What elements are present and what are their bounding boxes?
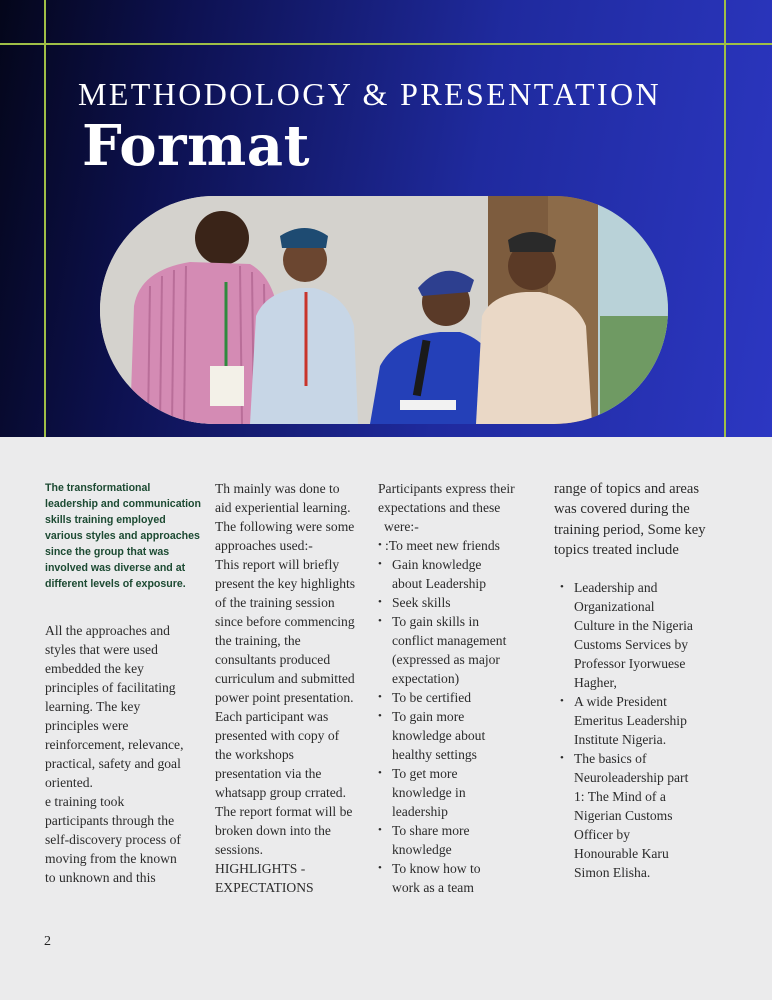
text-line: principles were <box>45 718 129 733</box>
text-line: knowledge <box>392 842 452 857</box>
text-line: • To know how to <box>392 861 481 876</box>
text-line: Nigerian Customs <box>574 808 673 824</box>
text-line: • To be certified <box>392 690 472 705</box>
text-line: topics treated include <box>554 541 679 558</box>
text-line: • To share more <box>392 823 470 838</box>
text-line: were:- <box>384 519 419 534</box>
text-line: • Gain knowledge <box>392 557 482 572</box>
text-line: participants through the <box>45 813 175 828</box>
text-line: moving from the known <box>45 851 177 866</box>
text-line: Institute Nigeria. <box>574 732 667 748</box>
list-item <box>378 593 548 612</box>
text-line: about Leadership <box>392 576 486 591</box>
text-line: Neuroleadership part <box>574 770 689 786</box>
text-line: the training, the <box>215 633 301 648</box>
text-line: aid experiential learning. <box>215 500 351 515</box>
text-line: work as a team <box>392 880 474 895</box>
text-line: Hagher, <box>574 675 617 691</box>
column-4 <box>554 479 734 882</box>
accent-line-left <box>44 0 46 437</box>
list-item <box>554 749 734 882</box>
text-line: leadership <box>392 804 448 819</box>
text-line: to unknown and this <box>45 870 156 885</box>
list-item <box>554 578 734 692</box>
accent-line-right <box>724 0 726 437</box>
group-photo <box>100 196 668 424</box>
list-item <box>378 821 548 859</box>
text-line: principles of facilitating <box>45 680 176 695</box>
column-2 <box>215 479 375 897</box>
text-line: (expressed as major <box>392 652 500 667</box>
text-line: 1: The Mind of a <box>574 789 666 805</box>
page-title: Format <box>82 113 310 179</box>
text-line: • :To meet new friends <box>385 538 500 553</box>
text-line: • A wide President <box>574 694 667 710</box>
text-line: embedded the key <box>45 661 144 676</box>
column-3 <box>378 479 548 897</box>
list-item <box>378 612 548 688</box>
text-line: healthy settings <box>392 747 477 762</box>
text-line: the workshops <box>215 747 294 762</box>
text-line: of the training session <box>215 595 335 610</box>
column-1 <box>45 479 205 887</box>
text-line: conflict management <box>392 633 507 648</box>
text-line: styles that were used <box>45 642 158 657</box>
text-line: self-discovery process of <box>45 832 181 847</box>
text-line: reinforcement, relevance, <box>45 737 184 752</box>
list-item <box>378 859 548 897</box>
expectations-list <box>378 536 548 897</box>
text-line: All the approaches and <box>45 623 170 638</box>
list-item <box>378 764 548 821</box>
text-line: Emeritus Leadership <box>574 713 687 729</box>
list-item <box>378 707 548 764</box>
text-line: The following were some <box>215 519 355 534</box>
text-line: Each participant was <box>215 709 329 724</box>
text-line: EXPECTATIONS <box>215 880 314 895</box>
text-line: presented with copy of <box>215 728 340 743</box>
text-line: • Leadership and <box>574 580 658 596</box>
text-line: expectation) <box>392 671 460 686</box>
section-kicker: METHODOLOGY & PRESENTATION <box>78 76 662 112</box>
topics-list <box>554 578 734 882</box>
text-line: Culture in the Nigeria <box>574 618 693 634</box>
text-line: curriculum and submitted <box>215 671 355 686</box>
list-item <box>554 692 734 749</box>
list-item <box>378 688 548 707</box>
accent-line-horizontal <box>0 43 772 45</box>
text-line: • To get more <box>392 766 458 781</box>
text-line: presentation via the <box>215 766 322 781</box>
text-line: • To gain skills in <box>392 614 480 629</box>
text-line: • To gain more <box>392 709 465 724</box>
text-line: approaches used:- <box>215 538 313 553</box>
text-line: Officer by <box>574 827 630 843</box>
text-line: Honourable Karu <box>574 846 669 862</box>
list-item <box>378 536 548 555</box>
text-line: Participants express their <box>378 481 515 496</box>
text-line: consultants produced <box>215 652 331 667</box>
text-line: since before commencing <box>215 614 355 629</box>
text-line: • Seek skills <box>392 595 451 610</box>
text-line: HIGHLIGHTS - <box>215 861 306 876</box>
text-line: knowledge in <box>392 785 466 800</box>
text-line: broken down into the <box>215 823 331 838</box>
page-number: 2 <box>44 934 51 949</box>
text-line: was covered during the <box>554 501 690 518</box>
text-line: The report format will be <box>215 804 353 819</box>
text-line: Simon Elisha. <box>574 865 651 881</box>
text-line: knowledge about <box>392 728 486 743</box>
text-line: e training took <box>45 794 125 809</box>
text-line: range of topics and areas <box>554 481 700 497</box>
approaches-paragraph <box>45 621 205 887</box>
text-line: power point presentation. <box>215 690 354 705</box>
text-line: Th mainly was done to <box>215 481 340 496</box>
text-line: oriented. <box>45 775 93 790</box>
text-line: sessions. <box>215 842 263 857</box>
text-line: Organizational <box>574 599 655 615</box>
list-item <box>378 555 548 593</box>
text-line: learning. The key <box>45 699 141 714</box>
text-line: whatsapp group crrated. <box>215 785 346 800</box>
intro-paragraph: The transformational leadership and communication skills training employed various styles and approaches since the group that was involved was diverse and at different levels of exposure. <box>45 482 201 590</box>
text-line: expectations and these <box>378 500 501 515</box>
text-line: Customs Services by <box>574 637 689 653</box>
text-line: training period, Some key <box>554 521 706 538</box>
text-line: practical, safety and goal <box>45 756 181 771</box>
hero-banner <box>0 0 772 437</box>
text-line: • The basics of <box>574 751 647 767</box>
text-line: present the key highlights <box>215 576 356 591</box>
text-line: This report will briefly <box>215 557 340 572</box>
text-line: Professor Iyorwuese <box>574 656 686 672</box>
